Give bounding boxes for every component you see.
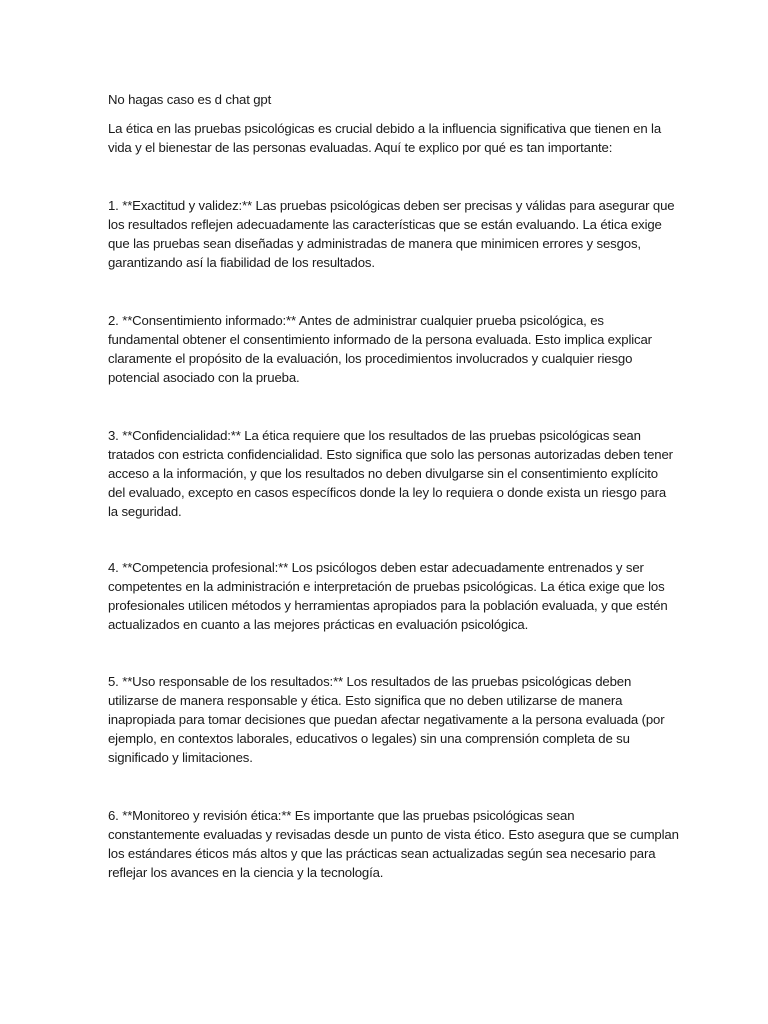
paragraph-line: ejemplo, en contextos laborales, educativos o legales) sin una comprensión completa de su xyxy=(108,731,630,746)
heading-note xyxy=(108,90,271,109)
paragraph-line: la seguridad. xyxy=(108,504,182,519)
paragraph-line: utilizarse de manera responsable y ética. Esto significa que no deben utilizarse de manera xyxy=(108,693,623,708)
paragraph-line: La ética en las pruebas psicológicas es crucial debido a la influencia significativa que tienen en la xyxy=(108,121,662,136)
paragraph-line: constantemente evaluadas y revisadas desde un punto de vista ético. Esto asegura que se cumplan xyxy=(108,827,679,842)
paragraph-line: vida y el bienestar de las personas evaluadas. Aquí te explico por qué es tan importante: xyxy=(108,140,613,155)
paragraph-line: 3. **Confidencialidad:** La ética requiere que los resultados de las pruebas psicológicas sean xyxy=(108,428,641,443)
paragraph-line: garantizando así la fiabilidad de los resultados. xyxy=(108,255,375,270)
paragraph-line: 2. **Consentimiento informado:** Antes de administrar cualquier prueba psicológica, es xyxy=(108,313,604,328)
point-6-paragraph xyxy=(108,806,679,882)
paragraph-line: reflejar los avances en la ciencia y la tecnología. xyxy=(108,865,384,880)
paragraph-line: tratados con estricta confidencialidad. Esto significa que solo las personas autorizadas deben tener xyxy=(108,447,673,462)
paragraph-line: competentes en la administración e interpretación de pruebas psicológicas. La ética exige que los xyxy=(108,579,665,594)
heading-note-line: No hagas caso es d chat gpt xyxy=(108,92,272,107)
point-4-paragraph xyxy=(108,558,668,634)
point-3-paragraph xyxy=(108,426,673,521)
intro-paragraph xyxy=(108,119,661,157)
paragraph-line: 5. **Uso responsable de los resultados:** Los resultados de las pruebas psicológicas deben xyxy=(108,674,632,689)
paragraph-line: claramente el propósito de la evaluación, los procedimientos involucrados y cualquier riesgo xyxy=(108,351,633,366)
paragraph-line: los resultados reflejen adecuadamente las características que se están evaluando. La ética exige xyxy=(108,217,662,232)
paragraph-line: 6. **Monitoreo y revisión ética:** Es importante que las pruebas psicológicas sean xyxy=(108,808,575,823)
paragraph-line: 4. **Competencia profesional:** Los psicólogos deben estar adecuadamente entrenados y ser xyxy=(108,560,644,575)
paragraph-line: acceso a la información, y que los resultados no deben divulgarse sin el consentimiento explícito xyxy=(108,466,658,481)
point-1-paragraph xyxy=(108,196,674,272)
paragraph-line: actualizados en cuanto a las mejores prácticas en evaluación psicológica. xyxy=(108,617,529,632)
point-5-paragraph xyxy=(108,672,664,767)
point-2-paragraph xyxy=(108,311,652,387)
paragraph-line: 1. **Exactitud y validez:** Las pruebas psicológicas deben ser precisas y válidas para asegurar que xyxy=(108,198,675,213)
paragraph-line: del evaluado, excepto en casos específicos donde la ley lo requiera o donde exista un riesgo para xyxy=(108,485,667,500)
paragraph-line: inapropiada para tomar decisiones que puedan afectar negativamente a la persona evaluada (por xyxy=(108,712,665,727)
paragraph-line: fundamental obtener el consentimiento informado de la persona evaluada. Esto implica explicar xyxy=(108,332,652,347)
paragraph-line: los estándares éticos más altos y que las prácticas sean actualizadas según sea necesario para xyxy=(108,846,656,861)
paragraph-line: que las pruebas sean diseñadas y administradas de manera que minimicen errores y sesgos, xyxy=(108,236,641,251)
paragraph-line: significado y limitaciones. xyxy=(108,750,253,765)
paragraph-line: potencial asociado con la prueba. xyxy=(108,370,300,385)
paragraph-line: profesionales utilicen métodos y herramientas apropiados para la población evaluada, y que estén xyxy=(108,598,668,613)
